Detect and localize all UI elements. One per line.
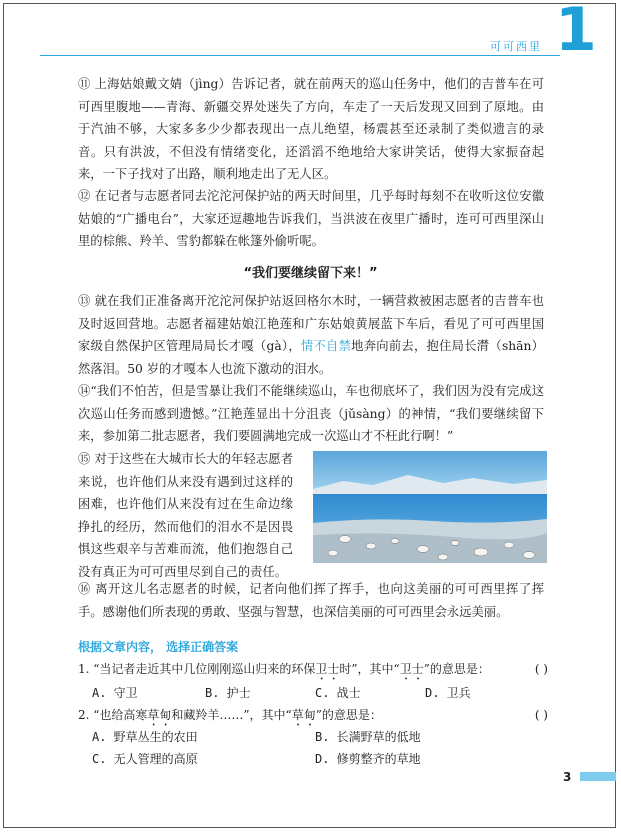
paragraph-11: ⑪ 上海姑娘戴文婧（jìng）告诉记者，就在前两天的巡山任务中，他们的吉普车在可可西里腹地——青海、新疆交界处迷失了方向，车走了一天后发现又回到了原地。由于汽油不够，大家多多少少都表现出一点儿绝望，杨震甚至还录制了类似遗言的录音。只有洪波，不但没有情绪变化，还滔滔不绝地给大家讲笑话，使得大家振奋起来，一下子找对了出路，顺利地走出了无人区。	[78, 77, 544, 181]
question-2-text-mid: 和藏羚羊……”，其中“	[171, 708, 292, 722]
paragraph-16: ⑯ 离开这儿名志愿者的时候，记者向他们挥了挥手，也向这美丽的可可西里挥了挥手。感谢他们所表现的勇敢、坚强与智慧，也深信美丽的可可西里会永远美丽。	[78, 582, 544, 619]
lake-photo-illustration	[313, 451, 547, 563]
paragraph-15: ⑮ 对于这些在大城市长大的年轻志愿者来说，也许他们从来没有遇到过这样的困难，也许他们从来没有过在生命边缘挣扎的经历，然而他们的泪水不是因畏惧这些艰辛与苦难而流，他们抱怨自己没有真正为可可西里尽到自己的责任。	[78, 452, 293, 579]
page-number: 3	[563, 770, 572, 784]
unit-number: 1	[555, 0, 597, 65]
question-1-option-b[interactable]: B. 护士	[205, 686, 251, 700]
question-1-text-mid: 时”，其中“	[339, 662, 400, 676]
question-2-option-d[interactable]: D. 修剪整齐的草地	[315, 752, 421, 766]
lake-photo	[313, 451, 547, 563]
question-2-marked-word-2: 草甸	[291, 708, 316, 722]
paragraph-13-text-a: ⑬ 就在我们正准备离开沱沱河保护站返回格尔木时，一辆营救被困志愿者的吉普车也及时返回营地。志愿者福建姑娘江艳莲和广东姑娘黄展蓝下车后，看见了可可西里国家级自然保护区管理局局长才嘎（gà），	[78, 294, 544, 353]
question-1-text-end: ”的意思是：	[423, 662, 490, 676]
header-section-title: 可可西里	[490, 40, 542, 53]
paragraph-12: ⑫ 在记者与志愿者同去沱沱河保护站的两天时间里，几乎每时每刻不在收听这位安徽姑娘的“广播电台”，大家还逗趣地告诉我们，当洪波在夜里广播时，连可可西里深山里的棕熊、羚羊、雪豹都躲在帐篷外偷听呢。	[78, 189, 544, 248]
question-1	[78, 660, 548, 683]
question-2-answer-blank[interactable]: ( )	[534, 708, 548, 722]
page-number-bar	[580, 772, 616, 781]
question-2-option-a[interactable]: A. 野草丛生的农田	[92, 730, 198, 744]
highlight-word: 情不自禁	[300, 339, 352, 353]
question-1-option-d[interactable]: D. 卫兵	[425, 686, 471, 700]
question-2-text-end: ”的意思是：	[315, 708, 382, 722]
question-2-option-b[interactable]: B. 长满野草的低地	[315, 730, 421, 744]
question-1-option-a[interactable]: A. 守卫	[92, 686, 138, 700]
question-1-marked-word: 卫士	[315, 662, 340, 676]
question-2	[78, 706, 548, 729]
section-heading: “我们要继续留下来！”	[243, 266, 378, 281]
question-1-marked-word-2: 卫士	[399, 662, 424, 676]
paragraph-14: ⑭“我们不怕苦，但是雪暴让我们不能继续巡山，车也彻底坏了，我们因为没有完成这次巡山任务而感到遗憾。”江艳莲显出十分沮丧（jǔsàng）的神情，“我们要继续留下来，参加第二批志愿者，我们要圆满地完成一次巡山才不枉此行啊！”	[78, 384, 544, 443]
question-2-option-c[interactable]: C. 无人管理的高原	[92, 752, 198, 766]
question-2-marked-word: 草甸	[147, 708, 172, 722]
question-1-option-c[interactable]: C. 战士	[315, 686, 361, 700]
quiz-heading: 根据文章内容， 选择正确答案	[78, 640, 239, 654]
paragraph-13-text-b: 地奔向前去，抱住局长潸（shān）然落泪。50 岁的才嘎本人也流下激动的泪水。	[78, 339, 544, 376]
header-rule	[40, 55, 560, 56]
question-2-text-pre: 2. “也给高寒	[78, 708, 148, 722]
question-1-answer-blank[interactable]: ( )	[534, 662, 548, 676]
paragraph-13	[78, 290, 544, 380]
question-1-text-pre: 1. “当记者走近其中几位刚刚巡山归来的环保	[78, 662, 316, 676]
